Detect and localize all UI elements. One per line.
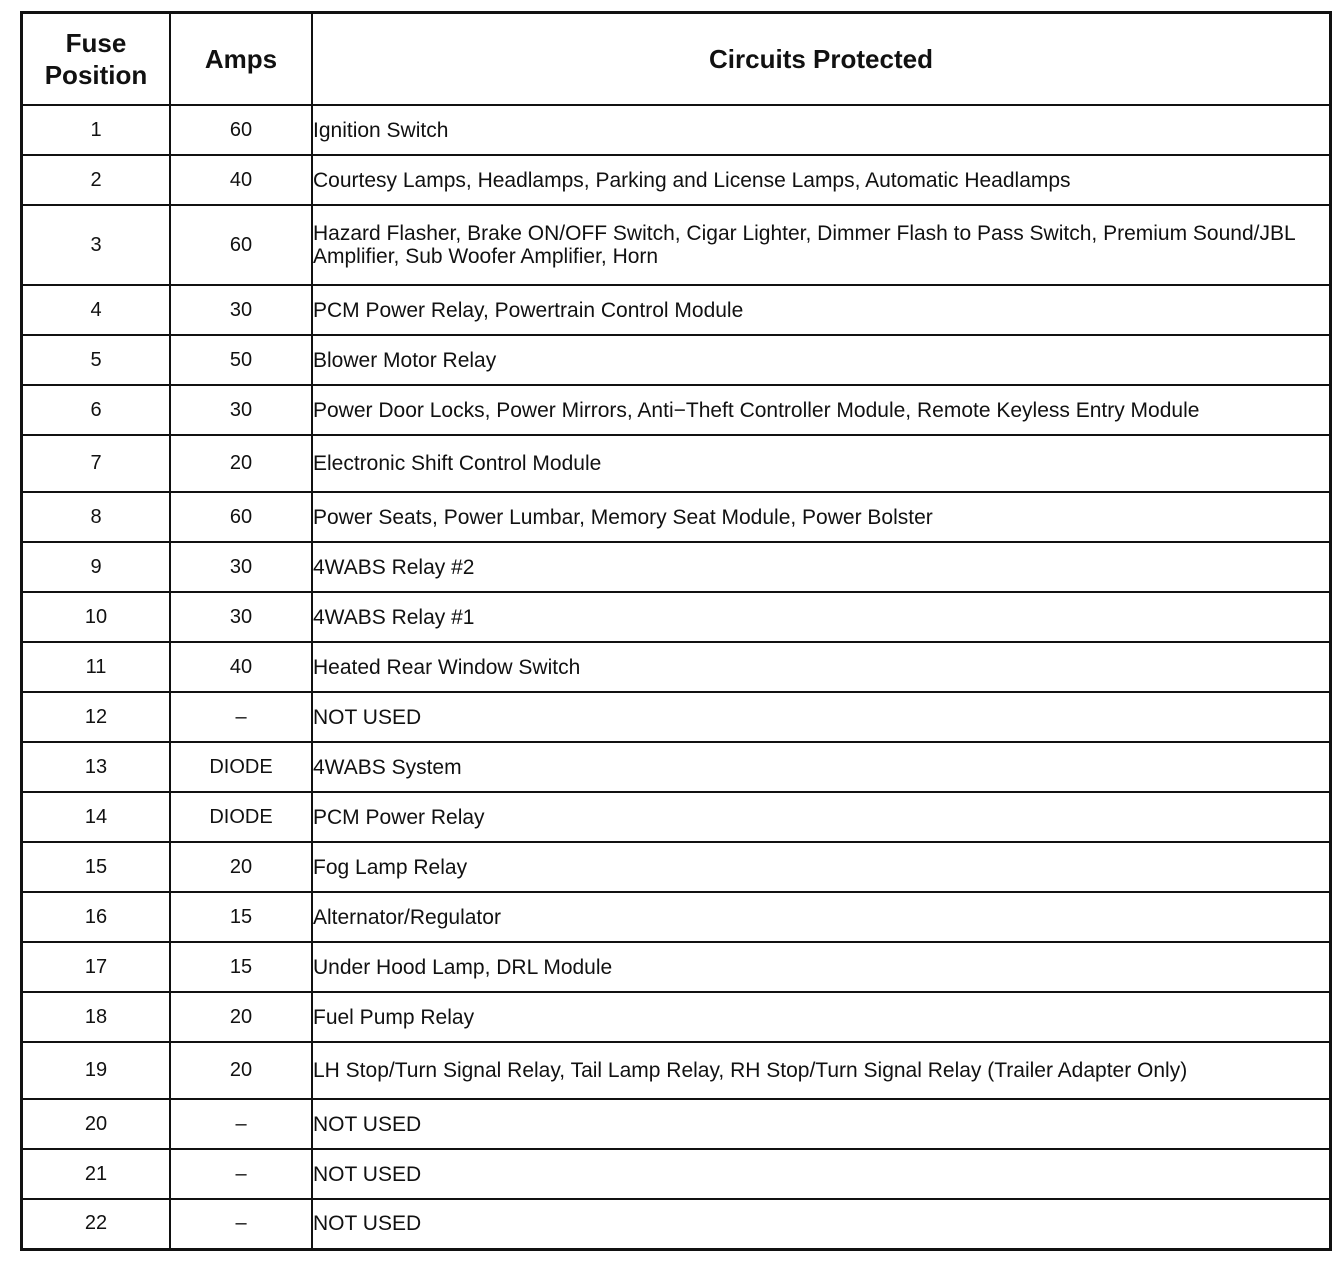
table-row xyxy=(22,892,1331,942)
fuse-position: 9 xyxy=(22,542,171,592)
fuse-amps: 20 xyxy=(170,992,312,1042)
fuse-circuits: Fuel Pump Relay xyxy=(312,992,1331,1042)
fuse-circuits: NOT USED xyxy=(312,1149,1331,1199)
fuse-circuits: Power Door Locks, Power Mirrors, Anti−Theft Controller Module, Remote Keyless Entry Module xyxy=(312,385,1331,435)
fuse-amps: 15 xyxy=(170,892,312,942)
header-fuse-position-line1: Fuse xyxy=(65,28,127,58)
fuse-circuits: Alternator/Regulator xyxy=(312,892,1331,942)
table-row xyxy=(22,942,1331,992)
fuse-circuits: PCM Power Relay xyxy=(312,792,1331,842)
fuse-circuits: 4WABS System xyxy=(312,742,1331,792)
fuse-amps: 30 xyxy=(170,285,312,335)
header-row xyxy=(22,13,1331,106)
table-row xyxy=(22,842,1331,892)
fuse-position: 5 xyxy=(22,335,171,385)
fuse-amps: – xyxy=(170,1199,312,1249)
fuse-circuits: Power Seats, Power Lumbar, Memory Seat Module, Power Bolster xyxy=(312,492,1331,542)
table-row xyxy=(22,742,1331,792)
table-row xyxy=(22,285,1331,335)
fuse-circuits: 4WABS Relay #1 xyxy=(312,592,1331,642)
table-row xyxy=(22,155,1331,205)
fuse-amps: 40 xyxy=(170,155,312,205)
fuse-position: 13 xyxy=(22,742,171,792)
fuse-circuits: NOT USED xyxy=(312,1199,1331,1249)
fuse-position: 6 xyxy=(22,385,171,435)
fuse-position: 7 xyxy=(22,435,171,492)
header-fuse-position-line2: Position xyxy=(44,60,148,90)
fuse-circuits: Electronic Shift Control Module xyxy=(312,435,1331,492)
fuse-amps: 15 xyxy=(170,942,312,992)
fuse-amps: 20 xyxy=(170,435,312,492)
fuse-amps: – xyxy=(170,1149,312,1199)
table-row xyxy=(22,592,1331,642)
fuse-circuits: Courtesy Lamps, Headlamps, Parking and License Lamps, Automatic Headlamps xyxy=(312,155,1331,205)
table-header xyxy=(22,13,1331,106)
fuse-position: 2 xyxy=(22,155,171,205)
table-row xyxy=(22,1149,1331,1199)
fuse-amps: – xyxy=(170,1099,312,1149)
fuse-position: 19 xyxy=(22,1042,171,1099)
table-row xyxy=(22,642,1331,692)
fuse-circuits: Fog Lamp Relay xyxy=(312,842,1331,892)
table-row xyxy=(22,1199,1331,1249)
table-row xyxy=(22,992,1331,1042)
fuse-circuits: LH Stop/Turn Signal Relay, Tail Lamp Relay, RH Stop/Turn Signal Relay (Trailer Adapter Only) xyxy=(312,1042,1331,1099)
fuse-amps: DIODE xyxy=(170,742,312,792)
fuse-circuits: Under Hood Lamp, DRL Module xyxy=(312,942,1331,992)
fuse-position: 10 xyxy=(22,592,171,642)
fuse-circuits: Hazard Flasher, Brake ON/OFF Switch, Cigar Lighter, Dimmer Flash to Pass Switch, Premium Sound/JBL Amplifier, Sub Woofer Amplifier, Horn xyxy=(312,205,1331,285)
table-row xyxy=(22,492,1331,542)
fuse-position: 11 xyxy=(22,642,171,692)
fuse-amps: 60 xyxy=(170,492,312,542)
table-row xyxy=(22,105,1331,155)
table-row xyxy=(22,335,1331,385)
fuse-position: 21 xyxy=(22,1149,171,1199)
header-fuse-position xyxy=(22,13,171,106)
fuse-amps: 30 xyxy=(170,592,312,642)
fuse-amps: 40 xyxy=(170,642,312,692)
table-row xyxy=(22,692,1331,742)
fuse-amps: DIODE xyxy=(170,792,312,842)
fuse-amps: – xyxy=(170,692,312,742)
fuse-circuits: NOT USED xyxy=(312,1099,1331,1149)
fuse-position: 14 xyxy=(22,792,171,842)
fuse-position: 3 xyxy=(22,205,171,285)
fuse-position: 22 xyxy=(22,1199,171,1249)
table-row xyxy=(22,542,1331,592)
fuse-position: 16 xyxy=(22,892,171,942)
fuse-circuits: Ignition Switch xyxy=(312,105,1331,155)
fuse-amps: 30 xyxy=(170,385,312,435)
table-row xyxy=(22,435,1331,492)
fuse-circuits: PCM Power Relay, Powertrain Control Module xyxy=(312,285,1331,335)
fuse-circuits: 4WABS Relay #2 xyxy=(312,542,1331,592)
fuse-chart-page xyxy=(20,11,1332,1251)
header-circuits-protected: Circuits Protected xyxy=(312,13,1331,106)
fuse-amps: 50 xyxy=(170,335,312,385)
fuse-position: 4 xyxy=(22,285,171,335)
fuse-circuits: NOT USED xyxy=(312,692,1331,742)
fuse-position: 18 xyxy=(22,992,171,1042)
table-row xyxy=(22,385,1331,435)
fuse-amps: 60 xyxy=(170,205,312,285)
fuse-amps: 60 xyxy=(170,105,312,155)
fuse-position: 12 xyxy=(22,692,171,742)
table-row xyxy=(22,205,1331,285)
fuse-circuits: Heated Rear Window Switch xyxy=(312,642,1331,692)
fuse-position: 20 xyxy=(22,1099,171,1149)
fuse-amps: 20 xyxy=(170,1042,312,1099)
fuse-amps: 30 xyxy=(170,542,312,592)
fuse-position: 15 xyxy=(22,842,171,892)
fuse-position: 8 xyxy=(22,492,171,542)
table-row xyxy=(22,792,1331,842)
fuse-position: 1 xyxy=(22,105,171,155)
fuse-circuits: Blower Motor Relay xyxy=(312,335,1331,385)
table-row xyxy=(22,1099,1331,1149)
table-body xyxy=(22,105,1331,1249)
fuse-table xyxy=(20,11,1332,1251)
header-amps: Amps xyxy=(170,13,312,106)
table-row xyxy=(22,1042,1331,1099)
fuse-position: 17 xyxy=(22,942,171,992)
fuse-amps: 20 xyxy=(170,842,312,892)
